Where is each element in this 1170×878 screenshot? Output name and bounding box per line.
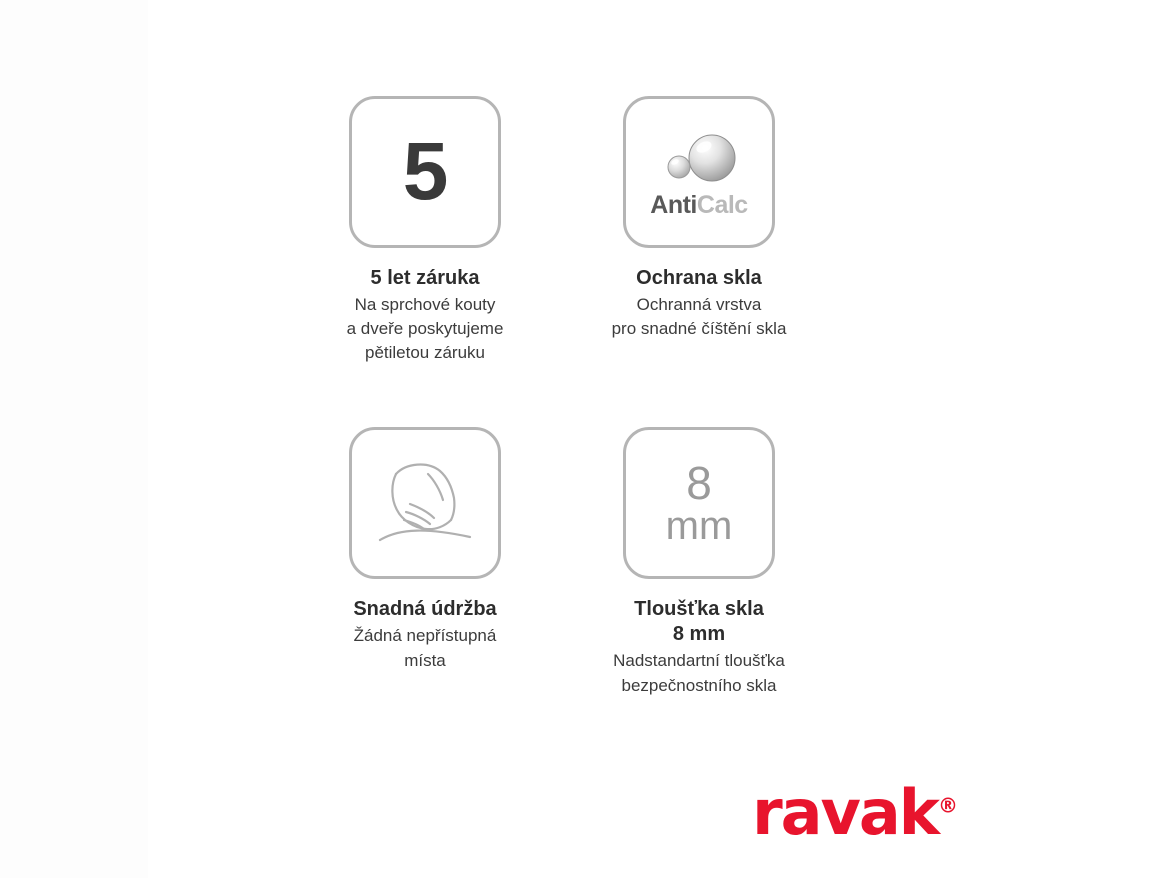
feature-subtitle-line: místa [404, 650, 446, 670]
feature-subtitle [347, 293, 504, 365]
feature-subtitle-line: pětiletou záruku [364, 343, 486, 363]
feature-caption [612, 266, 787, 341]
feature-subtitle-line: Ochranná vrstva [636, 295, 762, 314]
glass-thickness-value [665, 456, 733, 549]
feature-caption [353, 597, 496, 672]
ravak-logo [752, 776, 958, 849]
feature-subtitle-line: Žádná nepřístupná [353, 626, 497, 646]
feature-subtitle-line: Na sprchové kouty [354, 295, 496, 314]
feature-subtitle [353, 624, 496, 672]
feature-title: Ochrana skla [636, 267, 762, 289]
number-five-icon-value: 5 [402, 126, 448, 217]
feature-subtitle-line: bezpečnostního skla [621, 675, 777, 695]
anticalc-wordmark-dark: Anti [650, 190, 697, 219]
anticalc-droplets-icon [623, 96, 775, 248]
feature-title-line: 8 mm [672, 623, 726, 646]
glass-thickness-number: 8 [686, 456, 712, 509]
feature-grid [300, 96, 900, 698]
feature-subtitle-line: pro snadné číštění skla [611, 319, 787, 339]
anticalc-wordmark [650, 191, 747, 220]
feature-item-glass-thickness [574, 427, 824, 697]
feature-caption [613, 597, 785, 697]
ravak-logo-text: ravak [752, 776, 938, 849]
feature-subtitle [612, 293, 787, 341]
registered-mark-icon: ® [938, 793, 958, 818]
glass-thickness-unit: mm [665, 504, 733, 549]
feature-item-warranty [300, 96, 550, 365]
hand-wiping-graphic [366, 444, 484, 562]
glass-thickness-icon [623, 427, 775, 579]
feature-subtitle [613, 649, 785, 697]
feature-caption [347, 266, 504, 365]
feature-title: Snadná údržba [353, 598, 497, 621]
feature-title [613, 597, 785, 647]
water-droplets-icon [651, 131, 747, 187]
anticalc-graphic [626, 125, 772, 220]
hand-wiping-icon [349, 427, 501, 579]
left-background-band [0, 0, 148, 878]
anticalc-wordmark-light: Calc [696, 190, 748, 219]
feature-item-easy-maintenance [300, 427, 550, 697]
feature-title-line: Tloušťka skla [634, 598, 764, 621]
feature-title: 5 let záruka [370, 267, 480, 289]
number-five-icon [349, 96, 501, 248]
feature-item-glass-protection [574, 96, 824, 365]
feature-subtitle-line: Nadstandartní tloušťka [613, 651, 785, 671]
feature-subtitle-line: a dveře poskytujeme [346, 319, 504, 339]
